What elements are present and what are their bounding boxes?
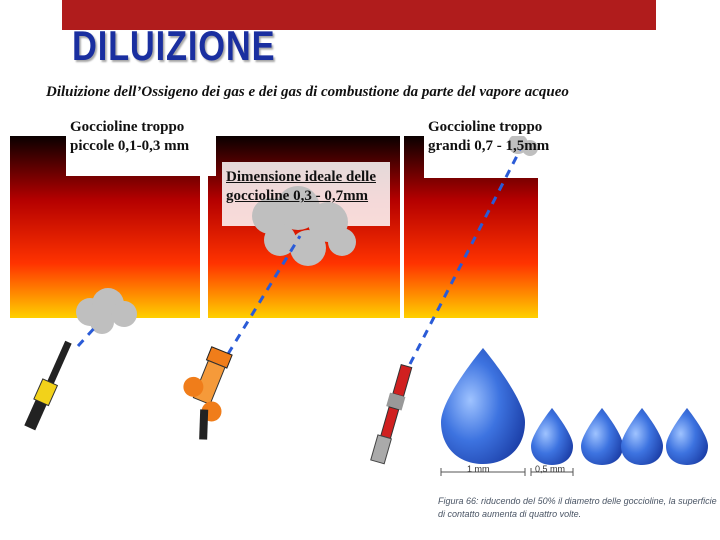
nozzle-ideal-drops [167, 342, 244, 443]
droplet-small-1 [531, 408, 573, 465]
label-small-droplets: Goccioline troppo piccole 0,1-0,3 mm [70, 119, 190, 154]
label-ideal-droplets: Dimensione ideale delle goccioline 0,3 - 0,7mm [226, 169, 376, 204]
label-big-droplets: Goccioline troppo grandi 0,7 - 1,5mm [428, 119, 550, 154]
figure-caption: Figura 66: riducendo del 50% il diametro delle goccioline, la superficie di contatto aumenta di quattro volte. [438, 496, 717, 519]
slide-subtitle: Diluizione dell’Ossigeno dei gas e dei gas di combustione da parte del vapore acqueo [46, 84, 569, 100]
scale-label-large: 1 mm [467, 464, 490, 474]
nozzle-small-drops [22, 339, 75, 431]
scale-label-small: 0,5 mm [535, 464, 566, 474]
droplet-small-3 [621, 408, 663, 465]
slide-title: DILUIZIONE [72, 22, 276, 69]
droplet-small-2 [581, 408, 623, 465]
nozzle-big-drops [371, 364, 414, 465]
droplet-small-4 [666, 408, 708, 465]
droplet-large [441, 348, 525, 464]
droplet-graphic [437, 348, 720, 498]
